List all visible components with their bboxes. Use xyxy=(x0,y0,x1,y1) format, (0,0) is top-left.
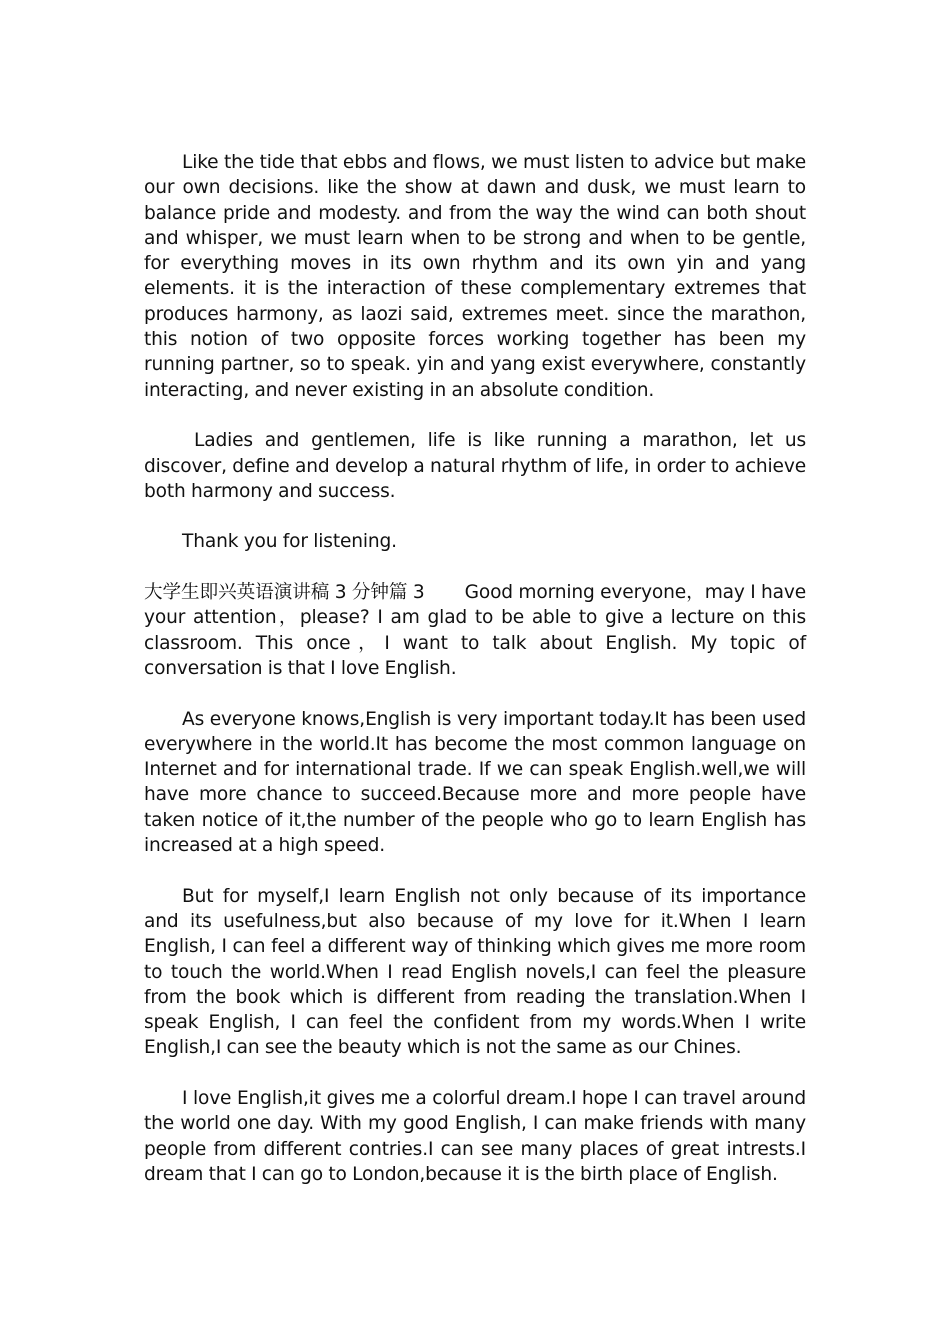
document-body xyxy=(144,150,806,1212)
paragraph-ladies-gentlemen: Ladies and gentlemen, life is like running a marathon, let us discover, define and develop a natural rhythm of life, in order to achieve both harmony and success. xyxy=(144,430,806,502)
paragraph-yin-yang: Like the tide that ebbs and flows, we must listen to advice but make our own decisions. like the show at dawn and dusk, we must learn to balance pride and modesty. and from the way the wind can both shout and whisper, we must learn when to be strong and when to be gentle, for everything moves in its own rhythm and its own yin and yang elements. it is the interaction of these complementary extremes that produces harmony, as laozi said, extremes meet. since the marathon, this notion of two opposite forces working together has been my running partner, so to speak. yin and yang exist everywhere, constantly interacting, and never existing in an absolute condition. xyxy=(144,152,806,401)
section-heading: 大学生即兴英语演讲稿 3 分钟篇 3 xyxy=(144,582,425,604)
paragraph-colorful-dream: I love English,it gives me a colorful dream.I hope I can travel around the world one day. With my good English, I can make friends with many people from different contries.I can see many places of great intrests.I dream that I can go to London,because it is the birth place of English. xyxy=(144,1087,806,1185)
section-heading-paragraph xyxy=(144,580,806,681)
paragraph-thank-you: Thank you for listening. xyxy=(182,531,397,553)
paragraph-love-for-english: But for myself,I learn English not only because of its importance and its usefulness,but also because of my love for it.When I learn English, I can feel a different way of thinking which gives me more room to touch the world.When I read English novels,I can feel the pleasure from the book which is different from reading the translation.When I speak English, I can feel the confident from my words.When I write English,I can see the beauty which is not the same as our Chines. xyxy=(144,885,806,1059)
section-intro: Good morning everyone，may I have your attention，please? I am glad to be able to give a lecture on this classroom. This once，I want to talk about English. My topic of conversation is that I love English. xyxy=(144,582,806,679)
paragraph-english-importance: As everyone knows,English is very important today.It has been used everywhere in the world.It has become the most common language on Internet and for international trade. If we can speak English.well,we will have more chance to succeed.Because more and more people have taken notice of it,the number of the people who go to learn English has increased at a high speed. xyxy=(144,708,806,857)
